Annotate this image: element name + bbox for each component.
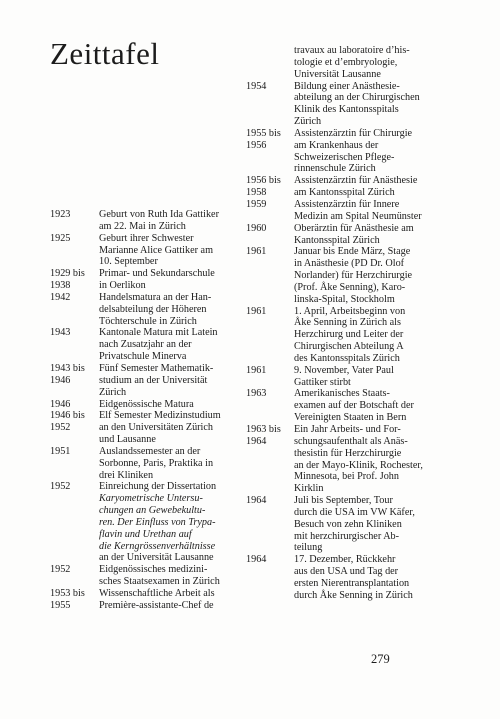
timeline-left-column [50,209,262,612]
entry-year: 1925 [50,232,71,244]
entry-text: Assistenzärztin für Innere Medizin am Spital Neumünster [294,198,422,222]
entry-year: 1964 [246,554,267,566]
entry-text: Auslandssemester an der Sorbonne, Paris, Praktika in drei Kliniken [99,445,214,481]
timeline-entry [246,81,464,128]
entry-year: 1929 bis 1938 [50,268,85,292]
entry-year: 1951 [50,445,71,457]
entry-year [246,45,294,81]
entry-year: 1943 bis 1946 [50,362,85,386]
entry-text: Kantonale Matura mit Latein nach Zusatzjahr an der Privatschule Minerva [99,327,218,363]
entry-year: 1953 bis 1955 [50,588,85,611]
entry-year: 1961 [246,246,267,258]
entry-year: 1963 bis 1964 [246,424,281,447]
entry-text: Elf Semester Medizinstudium an den Universitäten Zürich und Lausanne [99,410,221,446]
timeline-entry [246,199,464,223]
entry-text: Wissenschaftliche Arbeit als Première-assistante-Chef de [99,588,215,611]
timeline-entry [246,45,464,81]
entry-year: 1955 bis 1956 [246,127,281,151]
timeline-entry [50,268,262,292]
entry-text: 9. November, Vater Paul Gattiker stirbt [294,364,394,388]
timeline-entry [246,424,464,495]
entry-year: 1963 [246,388,267,400]
entry-year: 1952 [50,564,71,576]
entry-text: Eidgenössische Matura [99,398,194,410]
entry-text: Assistenzärztin für Anästhesie am Kantonsspital Zürich [294,175,418,199]
timeline-entry [50,481,262,564]
timeline-entry [50,410,262,446]
entry-text: Primar- und Sekundarschule in Oerlikon [99,268,215,292]
entry-text: Eidgenössisches medizini- sches Staatsexamen in Zürich [99,564,220,588]
entry-text: travaux au laboratoire d’his- tologie et d’embryologie, Universität Lausanne [294,45,410,80]
dissertation-title: Karyometrische Untersu- chungen an Gewebekultu- ren. Der Einfluss von Trypa- flavin und Urethan auf die Kerngrössenverhältnisse [99,493,216,552]
timeline-entry [246,495,464,554]
entry-text [99,481,262,564]
timeline-entry [50,292,262,328]
timeline-entry [246,128,464,175]
entry-year: 1946 [50,398,71,410]
entry-year: 1946 bis 1952 [50,410,85,434]
entry-year: 1954 [246,80,267,92]
entry-year: 1952 [50,481,71,493]
entry-text: Januar bis Ende März, Stage in Anästhesie (PD Dr. Olof Norlander) für Herzchirurgie (Prof. Åke Senning), Karo- linska-Spital, Stockholm [294,246,413,305]
timeline-entry [50,209,262,233]
entry-text: Ein Jahr Arbeits- und For- schungsaufenthalt als Anäs- thesistin für Herzchirurgie an der Mayo-Klinik, Rochester, Minnesota, bei Prof. John Kirklin [294,424,423,495]
timeline-entry [50,588,262,612]
timeline-entry [246,365,464,389]
entry-text: Bildung einer Anästhesie- abteilung an der Chirurgischen Klinik des Kantonsspitals Zürich [294,80,420,128]
entry-text: Fünf Semester Mathematik- studium an der Universität Zürich [99,362,214,398]
entry-text: Amerikanisches Staats- examen auf der Botschaft der Vereinigten Staaten in Bern [294,388,414,424]
entry-year: 1959 [246,198,267,210]
entry-year: 1961 [246,364,267,376]
entry-text: Geburt ihrer Schwester Marianne Alice Gattiker am 10. September [99,232,213,268]
entry-year: 1923 [50,209,71,220]
timeline-entry [246,223,464,247]
page-number: 279 [371,652,390,666]
page-title: Zeittafel [50,36,160,71]
timeline-right-column [246,45,464,602]
timeline-entry [50,233,262,269]
timeline-entry [50,399,262,411]
timeline-entry [246,246,464,305]
entry-text: Assistenzärztin für Chirurgie am Krankenhaus der Schweizerischen Pflege- rinnenschule Zürich [294,127,413,175]
timeline-entry [50,327,262,363]
timeline-entry [246,306,464,365]
entry-text: Geburt von Ruth Ida Gattiker am 22. Mai in Zürich [99,209,219,232]
entry-year: 1956 bis 1958 [246,175,281,199]
timeline-entry [50,564,262,588]
timeline-entry [50,446,262,482]
timeline-entry [246,175,464,199]
entry-text: Handelsmatura an der Han- delsabteilung der Höheren Töchterschule in Zürich [99,291,212,327]
entry-text: 17. Dezember, Rückkehr aus den USA und Tag der ersten Nierentransplantation durch Åke Senning in Zürich [294,554,413,601]
timeline-entry [50,363,262,399]
entry-year: 1961 [246,305,267,317]
entry-text: Oberärztin für Anästhesie am Kantonsspital Zürich [294,222,414,246]
timeline-entry [246,388,464,424]
entry-text-part: Einreichung der Dissertation [99,481,217,493]
entry-year: 1942 [50,291,71,303]
entry-text: 1. April, Arbeitsbeginn von Åke Senning in Zürich als Herzchirurg und Leiter der Chirurgischen Abteilung A des Kantonsspitals Zürich [294,305,406,364]
entry-text-part: an der Universität Lausanne [99,552,214,564]
timeline-entry [246,554,464,601]
entry-text: Juli bis September, Tour durch die USA im VW Käfer, Besuch von zehn Kliniken mit herzchirurgischer Ab- teilung [294,495,415,554]
entry-year: 1960 [246,222,267,234]
entry-year: 1964 [246,495,267,507]
entry-year: 1943 [50,327,71,339]
